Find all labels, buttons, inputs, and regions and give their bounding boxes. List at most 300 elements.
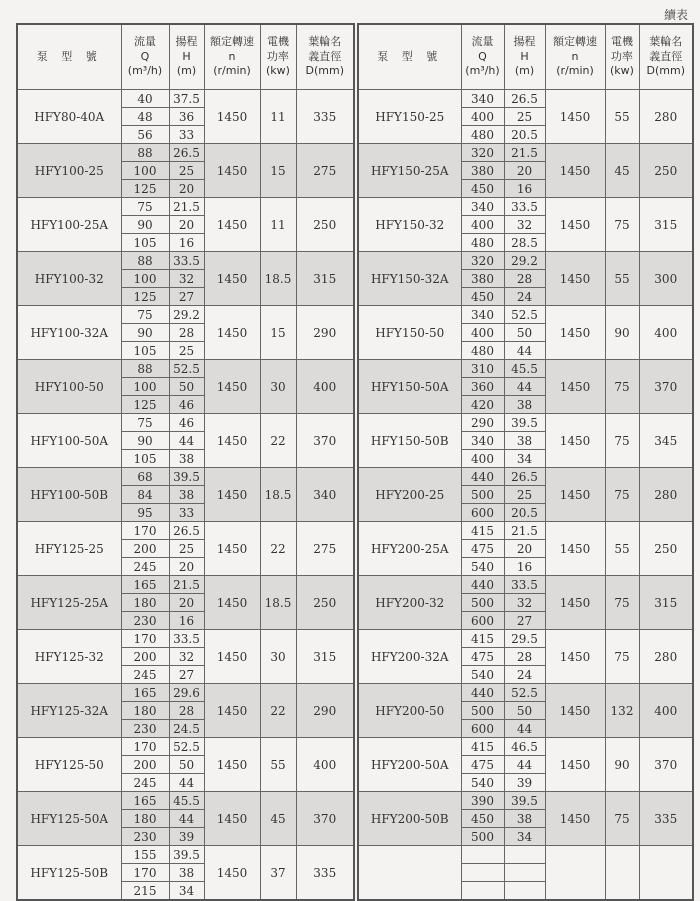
impeller-cell: 290 [296, 684, 354, 738]
speed-cell: 1450 [204, 738, 260, 792]
head-cell: 52.5 [504, 684, 545, 702]
model-cell: HFY80-40A [17, 90, 121, 144]
table-row [17, 576, 354, 594]
model-cell: HFY100-50A [17, 414, 121, 468]
head-cell: 28 [169, 324, 204, 342]
table-row [358, 306, 693, 324]
flow-cell: 440 [461, 468, 504, 486]
head-cell: 32 [504, 594, 545, 612]
power-cell: 30 [260, 360, 296, 414]
head-cell: 25 [504, 108, 545, 126]
head-cell: 46 [169, 396, 204, 414]
head-cell: 39 [504, 774, 545, 792]
impeller-cell: 370 [296, 414, 354, 468]
speed-cell: 1450 [204, 630, 260, 684]
head-cell: 24 [504, 666, 545, 684]
head-cell: 38 [504, 432, 545, 450]
head-cell: 38 [169, 450, 204, 468]
head-cell: 26.5 [504, 468, 545, 486]
flow-cell: 480 [461, 234, 504, 252]
power-cell: 22 [260, 414, 296, 468]
flow-cell: 125 [121, 396, 169, 414]
table-row [17, 792, 354, 810]
speed-cell: 1450 [204, 846, 260, 901]
flow-cell: 90 [121, 324, 169, 342]
speed-cell: 1450 [204, 522, 260, 576]
model-cell: HFY200-50A [358, 738, 461, 792]
speed-cell: 1450 [204, 144, 260, 198]
head-cell: 36 [169, 108, 204, 126]
flow-cell: 540 [461, 774, 504, 792]
head-cell [504, 882, 545, 901]
power-cell: 22 [260, 522, 296, 576]
flow-cell: 475 [461, 648, 504, 666]
power-cell: 90 [605, 738, 639, 792]
power-cell: 75 [605, 414, 639, 468]
flow-cell: 400 [461, 216, 504, 234]
speed-cell: 1450 [545, 360, 605, 414]
flow-cell: 230 [121, 720, 169, 738]
head-cell: 16 [504, 180, 545, 198]
head-cell: 21.5 [169, 576, 204, 594]
flow-cell: 600 [461, 504, 504, 522]
flow-cell: 450 [461, 810, 504, 828]
flow-cell: 200 [121, 756, 169, 774]
header-impeller: 葉輪名 義直徑 D(mm) [639, 24, 693, 90]
head-cell: 29.6 [169, 684, 204, 702]
flow-cell: 360 [461, 378, 504, 396]
head-cell: 33 [169, 126, 204, 144]
head-cell: 38 [504, 810, 545, 828]
table-row [17, 252, 354, 270]
model-cell: HFY125-50A [17, 792, 121, 846]
head-cell: 27 [169, 666, 204, 684]
power-cell: 55 [605, 522, 639, 576]
head-cell: 52.5 [169, 360, 204, 378]
head-cell: 32 [169, 270, 204, 288]
table-row [358, 468, 693, 486]
head-cell: 50 [504, 702, 545, 720]
head-cell: 52.5 [504, 306, 545, 324]
speed-cell: 1450 [545, 414, 605, 468]
header-speed: 額定轉速 n (r/min) [545, 24, 605, 90]
power-cell: 132 [605, 684, 639, 738]
impeller-cell: 300 [639, 252, 693, 306]
speed-cell: 1450 [545, 252, 605, 306]
power-cell: 90 [605, 306, 639, 360]
speed-cell: 1450 [545, 792, 605, 846]
head-cell: 20 [169, 558, 204, 576]
flow-cell: 180 [121, 702, 169, 720]
table-row [358, 576, 693, 594]
speed-cell: 1450 [545, 198, 605, 252]
head-cell: 20 [504, 162, 545, 180]
head-cell: 26.5 [169, 144, 204, 162]
speed-cell: 1450 [204, 414, 260, 468]
flow-cell: 100 [121, 378, 169, 396]
head-cell: 20.5 [504, 126, 545, 144]
speed-cell: 1450 [545, 630, 605, 684]
head-cell: 16 [504, 558, 545, 576]
head-cell: 46 [169, 414, 204, 432]
table-row [358, 144, 693, 162]
flow-cell: 500 [461, 702, 504, 720]
power-cell: 75 [605, 630, 639, 684]
flow-cell: 245 [121, 774, 169, 792]
speed-cell: 1450 [545, 576, 605, 630]
flow-cell: 245 [121, 666, 169, 684]
model-cell: HFY150-50B [358, 414, 461, 468]
header-power: 電機 功率 (kw) [260, 24, 296, 90]
model-cell: HFY125-32A [17, 684, 121, 738]
impeller-cell: 275 [296, 144, 354, 198]
head-cell: 33.5 [169, 252, 204, 270]
flow-cell: 155 [121, 846, 169, 864]
model-cell: HFY150-32 [358, 198, 461, 252]
flow-cell: 100 [121, 162, 169, 180]
head-cell: 20 [504, 540, 545, 558]
power-cell: 45 [260, 792, 296, 846]
power-cell: 18.5 [260, 468, 296, 522]
head-cell: 28 [504, 648, 545, 666]
flow-cell: 400 [461, 324, 504, 342]
head-cell: 33.5 [504, 198, 545, 216]
head-cell: 21.5 [504, 522, 545, 540]
table-row [17, 468, 354, 486]
power-cell: 30 [260, 630, 296, 684]
impeller-cell: 340 [296, 468, 354, 522]
model-cell: HFY125-50 [17, 738, 121, 792]
table-row [17, 846, 354, 864]
head-cell: 20 [169, 216, 204, 234]
power-cell: 18.5 [260, 252, 296, 306]
model-cell: HFY200-25A [358, 522, 461, 576]
flow-cell: 340 [461, 198, 504, 216]
head-cell: 50 [169, 756, 204, 774]
impeller-cell: 315 [639, 198, 693, 252]
flow-cell: 245 [121, 558, 169, 576]
flow-cell: 88 [121, 360, 169, 378]
flow-cell: 105 [121, 234, 169, 252]
head-cell: 44 [504, 378, 545, 396]
header-model: 泵 型 號 [358, 24, 461, 90]
flow-cell: 88 [121, 252, 169, 270]
head-cell: 28 [169, 702, 204, 720]
model-cell: HFY200-25 [358, 468, 461, 522]
head-cell [504, 846, 545, 864]
head-cell: 39.5 [504, 414, 545, 432]
flow-cell: 420 [461, 396, 504, 414]
flow-cell: 90 [121, 216, 169, 234]
flow-cell: 320 [461, 144, 504, 162]
head-cell: 50 [169, 378, 204, 396]
head-cell: 37.5 [169, 90, 204, 108]
head-cell [504, 864, 545, 882]
impeller-cell: 400 [639, 306, 693, 360]
impeller-cell: 315 [296, 630, 354, 684]
head-cell: 44 [504, 342, 545, 360]
flow-cell: 100 [121, 270, 169, 288]
flow-cell: 56 [121, 126, 169, 144]
flow-cell: 230 [121, 828, 169, 846]
flow-cell: 440 [461, 576, 504, 594]
head-cell: 38 [169, 486, 204, 504]
flow-cell: 475 [461, 756, 504, 774]
flow-cell: 400 [461, 108, 504, 126]
speed-cell: 1450 [545, 144, 605, 198]
speed-cell: 1450 [545, 684, 605, 738]
table-row [358, 252, 693, 270]
head-cell: 26.5 [169, 522, 204, 540]
head-cell: 44 [504, 756, 545, 774]
head-cell: 39.5 [169, 846, 204, 864]
flow-cell: 415 [461, 522, 504, 540]
power-cell: 75 [605, 360, 639, 414]
flow-cell: 125 [121, 288, 169, 306]
model-cell: HFY125-25A [17, 576, 121, 630]
impeller-cell: 280 [639, 90, 693, 144]
head-cell: 34 [504, 450, 545, 468]
head-cell: 39.5 [504, 792, 545, 810]
flow-cell: 500 [461, 828, 504, 846]
head-cell: 33.5 [504, 576, 545, 594]
power-cell: 75 [605, 792, 639, 846]
head-cell: 27 [504, 612, 545, 630]
flow-cell: 170 [121, 630, 169, 648]
model-cell: HFY100-50B [17, 468, 121, 522]
flow-cell: 380 [461, 270, 504, 288]
head-cell: 38 [504, 396, 545, 414]
head-cell: 34 [169, 882, 204, 901]
head-cell: 20.5 [504, 504, 545, 522]
impeller-cell: 335 [296, 90, 354, 144]
table-row [358, 738, 693, 756]
header-flow: 流量 Q (m³/h) [461, 24, 504, 90]
power-cell: 37 [260, 846, 296, 901]
power-cell: 15 [260, 306, 296, 360]
impeller-cell: 250 [639, 144, 693, 198]
head-cell: 50 [504, 324, 545, 342]
impeller-cell: 280 [639, 468, 693, 522]
flow-cell: 75 [121, 414, 169, 432]
flow-cell: 75 [121, 198, 169, 216]
table-row [17, 90, 354, 108]
impeller-cell: 250 [296, 576, 354, 630]
impeller-cell: 335 [639, 792, 693, 846]
flow-cell: 170 [121, 864, 169, 882]
flow-cell: 340 [461, 306, 504, 324]
header-model: 泵 型 號 [17, 24, 121, 90]
flow-cell: 200 [121, 648, 169, 666]
table-row [358, 684, 693, 702]
flow-cell [461, 846, 504, 864]
model-cell: HFY100-32A [17, 306, 121, 360]
table-row [17, 684, 354, 702]
table-row [358, 414, 693, 432]
flow-cell: 440 [461, 684, 504, 702]
speed-cell: 1450 [545, 306, 605, 360]
flow-cell: 68 [121, 468, 169, 486]
model-cell: HFY150-25A [358, 144, 461, 198]
flow-cell: 310 [461, 360, 504, 378]
header-impeller: 葉輪名 義直徑 D(mm) [296, 24, 354, 90]
head-cell: 28 [504, 270, 545, 288]
head-cell: 29.2 [504, 252, 545, 270]
flow-cell: 180 [121, 594, 169, 612]
speed-cell: 1450 [204, 90, 260, 144]
model-cell: HFY150-32A [358, 252, 461, 306]
flow-cell: 215 [121, 882, 169, 901]
header-speed: 額定轉速 n (r/min) [204, 24, 260, 90]
flow-cell: 400 [461, 450, 504, 468]
flow-cell: 165 [121, 684, 169, 702]
flow-cell: 340 [461, 90, 504, 108]
header-row [358, 24, 693, 90]
flow-cell: 40 [121, 90, 169, 108]
impeller-cell: 370 [639, 360, 693, 414]
flow-cell: 450 [461, 288, 504, 306]
flow-cell: 88 [121, 144, 169, 162]
head-cell: 39 [169, 828, 204, 846]
flow-cell: 170 [121, 522, 169, 540]
impeller-cell: 250 [639, 522, 693, 576]
head-cell: 16 [169, 612, 204, 630]
speed-cell: 1450 [204, 468, 260, 522]
head-cell: 52.5 [169, 738, 204, 756]
head-cell: 20 [169, 180, 204, 198]
speed-cell: 1450 [204, 198, 260, 252]
header-row [17, 24, 354, 90]
impeller-cell: 315 [639, 576, 693, 630]
flow-cell: 180 [121, 810, 169, 828]
speed-cell: 1450 [545, 738, 605, 792]
table-row [358, 198, 693, 216]
head-cell: 25 [169, 162, 204, 180]
speed-cell: 1450 [204, 360, 260, 414]
speed-cell [545, 846, 605, 901]
table-row [358, 846, 693, 864]
table-row [358, 360, 693, 378]
flow-cell: 480 [461, 126, 504, 144]
flow-cell: 165 [121, 576, 169, 594]
model-cell: HFY150-25 [358, 90, 461, 144]
impeller-cell: 315 [296, 252, 354, 306]
impeller-cell [639, 846, 693, 901]
flow-cell: 390 [461, 792, 504, 810]
head-cell: 45.5 [504, 360, 545, 378]
speed-cell: 1450 [204, 792, 260, 846]
flow-cell: 540 [461, 666, 504, 684]
table-row [17, 360, 354, 378]
speed-cell: 1450 [204, 684, 260, 738]
flow-cell: 84 [121, 486, 169, 504]
head-cell: 34 [504, 828, 545, 846]
flow-cell: 48 [121, 108, 169, 126]
model-cell: HFY150-50A [358, 360, 461, 414]
flow-cell [461, 864, 504, 882]
flow-cell: 450 [461, 180, 504, 198]
speed-cell: 1450 [204, 306, 260, 360]
header-head: 揚程 H (m) [169, 24, 204, 90]
head-cell: 27 [169, 288, 204, 306]
power-cell: 75 [605, 576, 639, 630]
header-power: 電機 功率 (kw) [605, 24, 639, 90]
table-row [17, 144, 354, 162]
power-cell: 18.5 [260, 576, 296, 630]
table-row [17, 414, 354, 432]
flow-cell: 380 [461, 162, 504, 180]
flow-cell: 415 [461, 630, 504, 648]
speed-cell: 1450 [545, 90, 605, 144]
flow-cell: 415 [461, 738, 504, 756]
model-cell: HFY100-32 [17, 252, 121, 306]
head-cell: 29.2 [169, 306, 204, 324]
head-cell: 25 [169, 342, 204, 360]
flow-cell: 165 [121, 792, 169, 810]
head-cell: 24.5 [169, 720, 204, 738]
speed-cell: 1450 [204, 252, 260, 306]
model-cell: HFY200-32 [358, 576, 461, 630]
impeller-cell: 290 [296, 306, 354, 360]
head-cell: 25 [504, 486, 545, 504]
head-cell: 33.5 [169, 630, 204, 648]
pump-spec-table-right [357, 23, 694, 901]
power-cell: 75 [605, 468, 639, 522]
table-row [358, 90, 693, 108]
flow-cell: 105 [121, 342, 169, 360]
model-cell: HFY150-50 [358, 306, 461, 360]
impeller-cell: 345 [639, 414, 693, 468]
flow-cell [461, 882, 504, 901]
power-cell: 55 [605, 252, 639, 306]
flow-cell: 475 [461, 540, 504, 558]
header-flow: 流量 Q (m³/h) [121, 24, 169, 90]
impeller-cell: 370 [639, 738, 693, 792]
model-cell: HFY200-50 [358, 684, 461, 738]
head-cell: 16 [169, 234, 204, 252]
flow-cell: 480 [461, 342, 504, 360]
impeller-cell: 250 [296, 198, 354, 252]
impeller-cell: 275 [296, 522, 354, 576]
model-cell: HFY125-50B [17, 846, 121, 901]
model-cell: HFY125-32 [17, 630, 121, 684]
flow-cell: 600 [461, 612, 504, 630]
flow-cell: 320 [461, 252, 504, 270]
flow-cell: 90 [121, 432, 169, 450]
head-cell: 39.5 [169, 468, 204, 486]
flow-cell: 170 [121, 738, 169, 756]
pump-spec-table-left [16, 23, 355, 901]
model-cell: HFY100-25 [17, 144, 121, 198]
head-cell: 32 [169, 648, 204, 666]
model-cell: HFY100-25A [17, 198, 121, 252]
head-cell: 21.5 [504, 144, 545, 162]
head-cell: 28.5 [504, 234, 545, 252]
head-cell: 45.5 [169, 792, 204, 810]
head-cell: 44 [169, 432, 204, 450]
power-cell: 55 [605, 90, 639, 144]
head-cell: 32 [504, 216, 545, 234]
head-cell: 29.5 [504, 630, 545, 648]
speed-cell: 1450 [545, 468, 605, 522]
power-cell: 15 [260, 144, 296, 198]
speed-cell: 1450 [545, 522, 605, 576]
flow-cell: 500 [461, 486, 504, 504]
table-row [17, 306, 354, 324]
table-row [17, 198, 354, 216]
flow-cell: 95 [121, 504, 169, 522]
power-cell: 45 [605, 144, 639, 198]
